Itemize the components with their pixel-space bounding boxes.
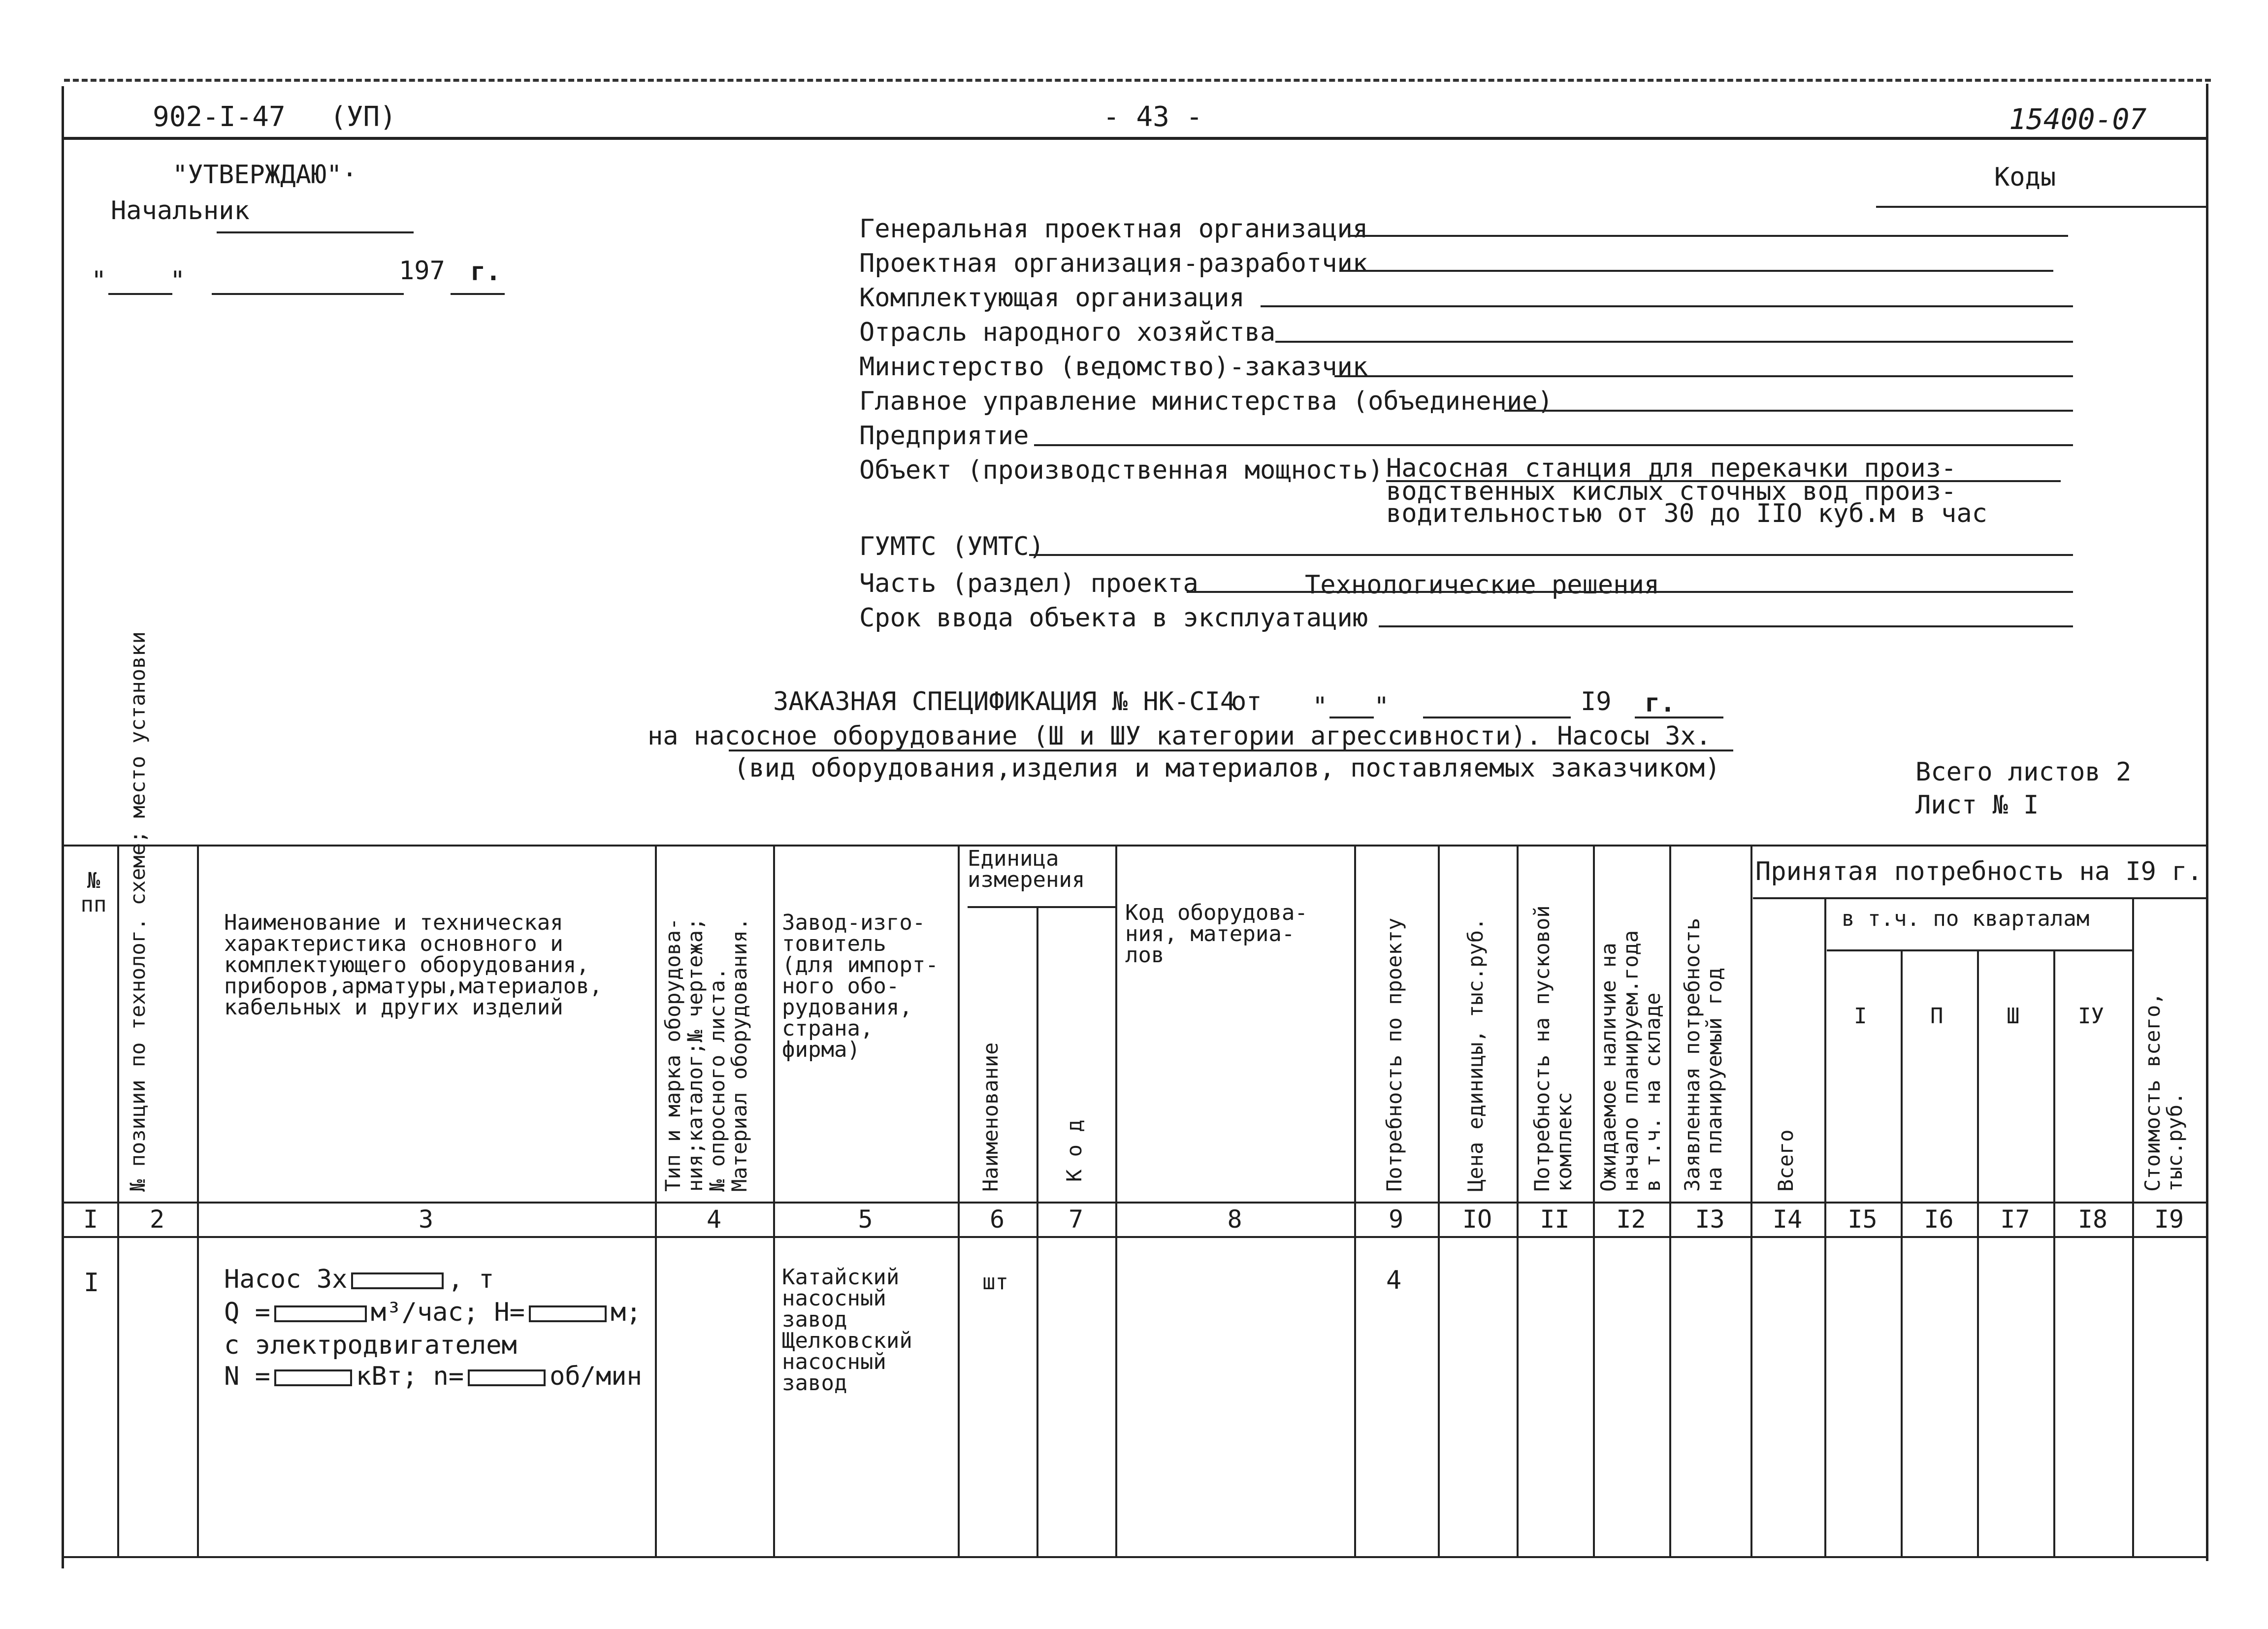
field-enterprise: Предприятие [859, 421, 1029, 451]
field-project-part-line [1187, 591, 2073, 593]
field-dev-org-line [1339, 270, 2053, 272]
col-header-maker-l7: фирма) [782, 1037, 860, 1062]
vline-9 [1438, 845, 1440, 1556]
col-header-maker-l3: (для импорт- [782, 952, 939, 977]
col-header-launch-l2: комплекс [1552, 1092, 1576, 1192]
spec-year-suffix: г. [1645, 688, 1676, 718]
vline-15 [1901, 949, 1903, 1556]
approval-year-suffix: г. [470, 257, 501, 287]
colnum-7: 7 [1068, 1205, 1084, 1234]
row-name-line-4 [224, 1362, 642, 1391]
object-line-2: водственных кислых сточных вод произ- [1386, 477, 1957, 506]
col-header-stock-l2: начало планируем.года [1619, 930, 1643, 1192]
field-ministry: Министерство (ведомство)-заказчик [859, 352, 1368, 382]
doc-volume: (УП) [330, 101, 396, 133]
col-header-type-l1: Тип и марка оборудова- [661, 917, 685, 1192]
col-header-position: № позиции по технолог. схеме; место установки [126, 631, 150, 1192]
col-header-name-l5: кабельных и других изделий [224, 995, 563, 1020]
vline-13 [1750, 845, 1752, 1556]
field-industry-line [1275, 341, 2073, 343]
row-name-line-2 [224, 1298, 642, 1327]
field-industry: Отрасль народного хозяйства [859, 318, 1276, 347]
spec-note: (вид оборудования,изделия и материалов, поставляемых заказчиком) [734, 753, 1720, 783]
colnum-18: I8 [2077, 1205, 2108, 1234]
archive-code: 15400-07 [2009, 102, 2147, 136]
unit-group-l1: Единица [968, 846, 1059, 871]
col-header-declared-l1: Заявленная потребность [1680, 917, 1704, 1192]
pump-label: Насос 3х [224, 1265, 348, 1294]
colnum-12: I2 [1616, 1205, 1646, 1234]
speed-unit: об/мин [550, 1362, 642, 1391]
doc-code: 902-I-47 [153, 101, 286, 133]
unit-group-l2: измерения [968, 867, 1085, 892]
speed-box [468, 1369, 546, 1386]
row-unit-name: шт [982, 1270, 1008, 1295]
col-header-stock-l3: в т.ч. на складе [1641, 992, 1665, 1192]
approval-title: "УТВЕРЖДАЮ"· [172, 160, 357, 190]
row-need-project: 4 [1386, 1266, 1402, 1295]
date-close-quote: " [170, 266, 186, 295]
field-object: Объект (производственная мощность) [859, 456, 1384, 485]
col-header-launch-l1: Потребность на пусковой [1530, 905, 1554, 1192]
spec-quote-close: " [1374, 692, 1390, 721]
date-day-line [108, 293, 172, 295]
power-box [274, 1369, 352, 1386]
field-commission-line [1379, 625, 2073, 627]
col-header-maker-l4: ного обо- [782, 974, 900, 999]
colnum-14: I4 [1772, 1205, 1803, 1234]
colnum-1: I [83, 1205, 98, 1234]
vline-5 [958, 845, 960, 1556]
colnum-10: IO [1462, 1205, 1492, 1234]
field-general-org-line [1349, 235, 2068, 237]
colnum-9: 9 [1388, 1205, 1404, 1234]
frame-top-border [64, 79, 2211, 82]
field-general-org: Генеральная проектная организация [859, 214, 1368, 244]
power-label: N = [224, 1362, 270, 1391]
spec-month-line [1423, 717, 1571, 718]
approval-position: Начальник [111, 196, 250, 226]
spec-title: ЗАКАЗНАЯ СПЕЦИФИКАЦИЯ № НК-СI4 [773, 687, 1236, 717]
row-maker-l6: завод [782, 1370, 847, 1396]
colnum-5: 5 [858, 1205, 873, 1234]
page-number: - 43 - [1103, 101, 1203, 133]
col-header-maker-l5: рудования, [782, 995, 912, 1020]
vline-3 [655, 845, 657, 1556]
accepted-line [1753, 897, 2206, 899]
colnum-16: I6 [1924, 1205, 1954, 1234]
vline-2 [197, 845, 199, 1556]
colnum-2: 2 [149, 1205, 165, 1234]
col-header-type-l2: ния;каталог;№ чертежа; [683, 917, 707, 1192]
pump-unit: , т [448, 1265, 494, 1294]
colnum-11: II [1540, 1205, 1570, 1234]
codes-line [1876, 206, 2206, 208]
col-header-name-l1: Наименование и техническая [224, 910, 563, 935]
accepted-header: Принятая потребность на I9 г. [1755, 857, 2203, 886]
row-maker-l4: Щелковский [782, 1328, 912, 1353]
vline-8 [1354, 845, 1356, 1556]
field-supply-org: Комплектующая организация [859, 283, 1245, 313]
field-gumts: ГУМТС (УМТС) [859, 532, 1044, 561]
approval-sign-line [217, 231, 414, 233]
header-rule [62, 137, 2208, 140]
col-header-type-l3: № опросного листа. [705, 967, 729, 1192]
row-maker-l1: Катайский [782, 1265, 900, 1290]
year-line [451, 293, 505, 295]
colnum-top-line [62, 1202, 2208, 1204]
col-header-total: Всего [1774, 1129, 1798, 1192]
spec-year-line [1635, 717, 1723, 718]
quarters-line [1827, 949, 2132, 951]
unit-group-line [968, 906, 1115, 908]
spec-quote-open: " [1312, 692, 1328, 721]
col-header-stock-l1: Ожидаемое наличие на [1596, 943, 1620, 1192]
field-ministry-line [1334, 375, 2073, 377]
object-line-1: Насосная станция для перекачки произ- [1386, 454, 1957, 483]
col-header-unit-code: К о д [1062, 1119, 1086, 1182]
head-unit: м; [611, 1298, 642, 1327]
col-header-q2: П [1930, 1004, 1944, 1029]
row-maker-l3: завод [782, 1307, 847, 1332]
flow-unit-head-label: м³/час; Н= [370, 1298, 525, 1327]
col-header-equip-code-l3: лов [1125, 943, 1165, 968]
spec-year: I9 [1581, 687, 1612, 717]
frame-left-border [62, 86, 64, 1568]
col-header-equip-code-l1: Код оборудова- [1125, 900, 1308, 925]
spec-subtitle: на насосное оборудование (Ш и ШУ категории агрессивности). Насосы 3х. [648, 721, 1712, 751]
colnum-8: 8 [1227, 1205, 1242, 1234]
spec-from: от [1231, 687, 1262, 717]
head-box [529, 1305, 607, 1322]
row-maker-l5: насосный [782, 1349, 886, 1374]
col-header-no: № пп [80, 868, 107, 917]
col-header-name-l3: комплектующего оборудования, [224, 952, 589, 977]
vline-12 [1669, 845, 1671, 1556]
colnum-4: 4 [706, 1205, 722, 1234]
flow-label: Q = [224, 1298, 270, 1327]
field-project-part: Часть (раздел) проекта [859, 569, 1199, 598]
frame-right-border [2206, 84, 2208, 1561]
col-header-maker-l2: товитель [782, 931, 886, 956]
colnum-15: I5 [1847, 1205, 1878, 1234]
codes-label: Коды [1994, 163, 2056, 192]
power-unit-speed-label: кВт; n= [356, 1362, 464, 1391]
field-dev-org: Проектная организация-разработчик [859, 249, 1368, 278]
vline-4 [773, 845, 775, 1556]
colnum-bottom-line [62, 1236, 2208, 1238]
field-enterprise-line [1034, 444, 2073, 446]
quarters-header: в т.ч. по кварталам [1842, 906, 2090, 931]
project-part-value: Технологические решения [1305, 570, 1660, 600]
vline-1 [117, 845, 119, 1556]
table-top-line [62, 845, 2208, 847]
approval-year: 197 [399, 256, 445, 286]
field-commission: Срок ввода объекта в эксплуатацию [859, 603, 1368, 633]
row-number: I [84, 1268, 99, 1298]
spec-day-line [1329, 717, 1374, 718]
col-header-type-l4: Материал оборудования. [727, 917, 751, 1192]
colnum-19: I9 [2154, 1205, 2184, 1234]
vline-10 [1517, 845, 1519, 1556]
row-name-line-1 [224, 1265, 494, 1294]
colnum-13: I3 [1695, 1205, 1725, 1234]
date-open-quote: " [91, 266, 107, 295]
colnum-17: I7 [2000, 1205, 2030, 1234]
flow-box [274, 1305, 367, 1322]
col-header-maker-l6: страна, [782, 1016, 874, 1041]
colnum-6: 6 [989, 1205, 1005, 1234]
col-header-declared-l2: на планируемый год [1702, 967, 1726, 1192]
col-header-equip-code-l2: ния, материа- [1125, 921, 1295, 946]
field-supply-org-line [1261, 305, 2073, 307]
vline-7 [1115, 845, 1117, 1556]
col-header-unit-name: Наименование [978, 1042, 1003, 1192]
col-header-cost-l1: Стоимость всего, [2140, 992, 2165, 1192]
field-main-dept-line [1504, 410, 2073, 412]
sheets-total: Всего листов 2 [1915, 757, 2132, 787]
vline-16 [1977, 949, 1979, 1556]
sheet-number: Лист № I [1915, 790, 2039, 820]
field-main-dept: Главное управление министерства (объединение) [859, 387, 1553, 416]
col-header-need-project: Потребность по проекту [1382, 917, 1406, 1192]
col-header-q3: Ш [2007, 1004, 2020, 1029]
pump-model-box [351, 1272, 444, 1289]
col-header-cost-l2: тыс.руб. [2163, 1092, 2187, 1192]
table-bottom-line [62, 1556, 2208, 1558]
col-header-name-l2: характеристика основного и [224, 931, 563, 956]
col-header-unit-price: Цена единицы, тыс.руб. [1463, 917, 1488, 1192]
vline-11 [1593, 845, 1595, 1556]
row-name-line-3: с электродвигателем [224, 1331, 517, 1360]
col-header-maker-l1: Завод-изго- [782, 910, 926, 935]
colnum-3: 3 [418, 1205, 434, 1234]
col-header-q1: I [1854, 1004, 1867, 1029]
col-header-q4: IУ [2078, 1004, 2104, 1029]
field-gumts-line [1029, 554, 2073, 556]
row-maker-l2: насосный [782, 1286, 886, 1311]
col-header-name-l4: приборов,арматуры,материалов, [224, 974, 603, 999]
spec-subtitle-line [729, 749, 1733, 751]
object-line-3: водительностью от 30 до IIO куб.м в час [1386, 499, 1987, 528]
date-month-line [212, 293, 404, 295]
vline-17 [2053, 949, 2055, 1556]
